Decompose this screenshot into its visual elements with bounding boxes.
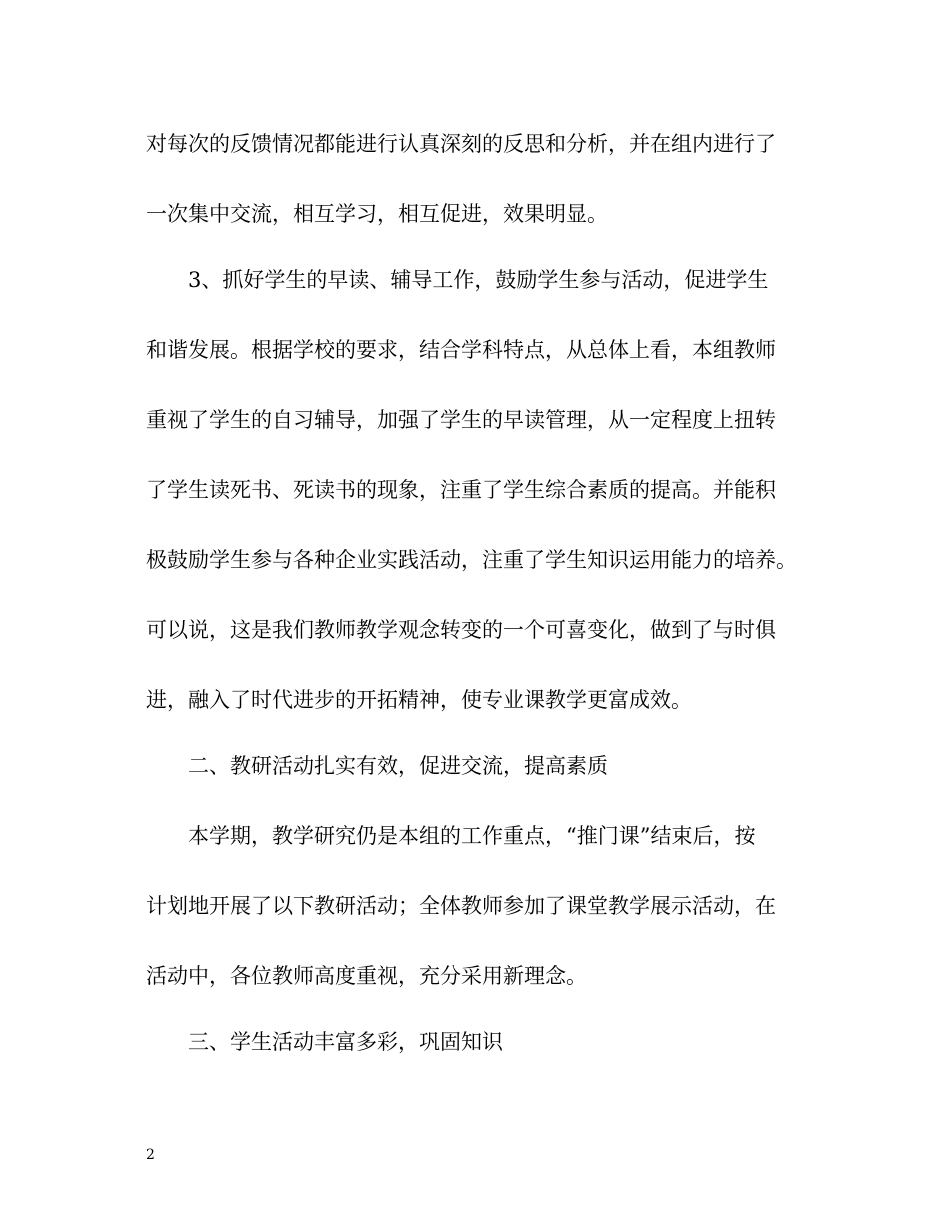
paragraph-line: 可以说，这是我们教师教学观念转变的一个可喜变化，做到了与时俱 — [146, 618, 776, 642]
paragraph-line: 进，融入了时代进步的开拓精神，使专业课教学更富成效。 — [146, 688, 692, 712]
paragraph-line: 了学生读死书、死读书的现象，注重了学生综合素质的提高。并能积 — [146, 478, 776, 502]
paragraph-line: 和谐发展。根据学校的要求，结合学科特点，从总体上看，本组教师 — [146, 338, 776, 362]
paragraph-line: 重视了学生的自习辅导，加强了学生的早读管理，从一定程度上扭转 — [146, 408, 776, 432]
paragraph-line: 计划地开展了以下教研活动；全体教师参加了课堂教学展示活动，在 — [146, 894, 776, 918]
section-heading: 二、教研活动扎实有效，促进交流，提高素质 — [188, 754, 608, 778]
paragraph-line: 对每次的反馈情况都能进行认真深刻的反思和分析，并在组内进行了 — [146, 132, 776, 156]
paragraph-line: 一次集中交流，相互学习，相互促进，效果明显。 — [146, 202, 608, 226]
section-heading: 三、学生活动丰富多彩，巩固知识 — [188, 1030, 503, 1054]
paragraph-line: 本学期，教学研究仍是本组的工作重点，“推门课”结束后，按 — [188, 824, 756, 848]
paragraph-line: 活动中，各位教师高度重视，充分采用新理念。 — [146, 964, 587, 988]
paragraph-line: 3、抓好学生的早读、辅导工作，鼓励学生参与活动，促进学生 — [188, 268, 769, 292]
paragraph-line: 极鼓励学生参与各种企业实践活动，注重了学生知识运用能力的培养。 — [146, 548, 797, 572]
page-number: 2 — [146, 1147, 155, 1163]
